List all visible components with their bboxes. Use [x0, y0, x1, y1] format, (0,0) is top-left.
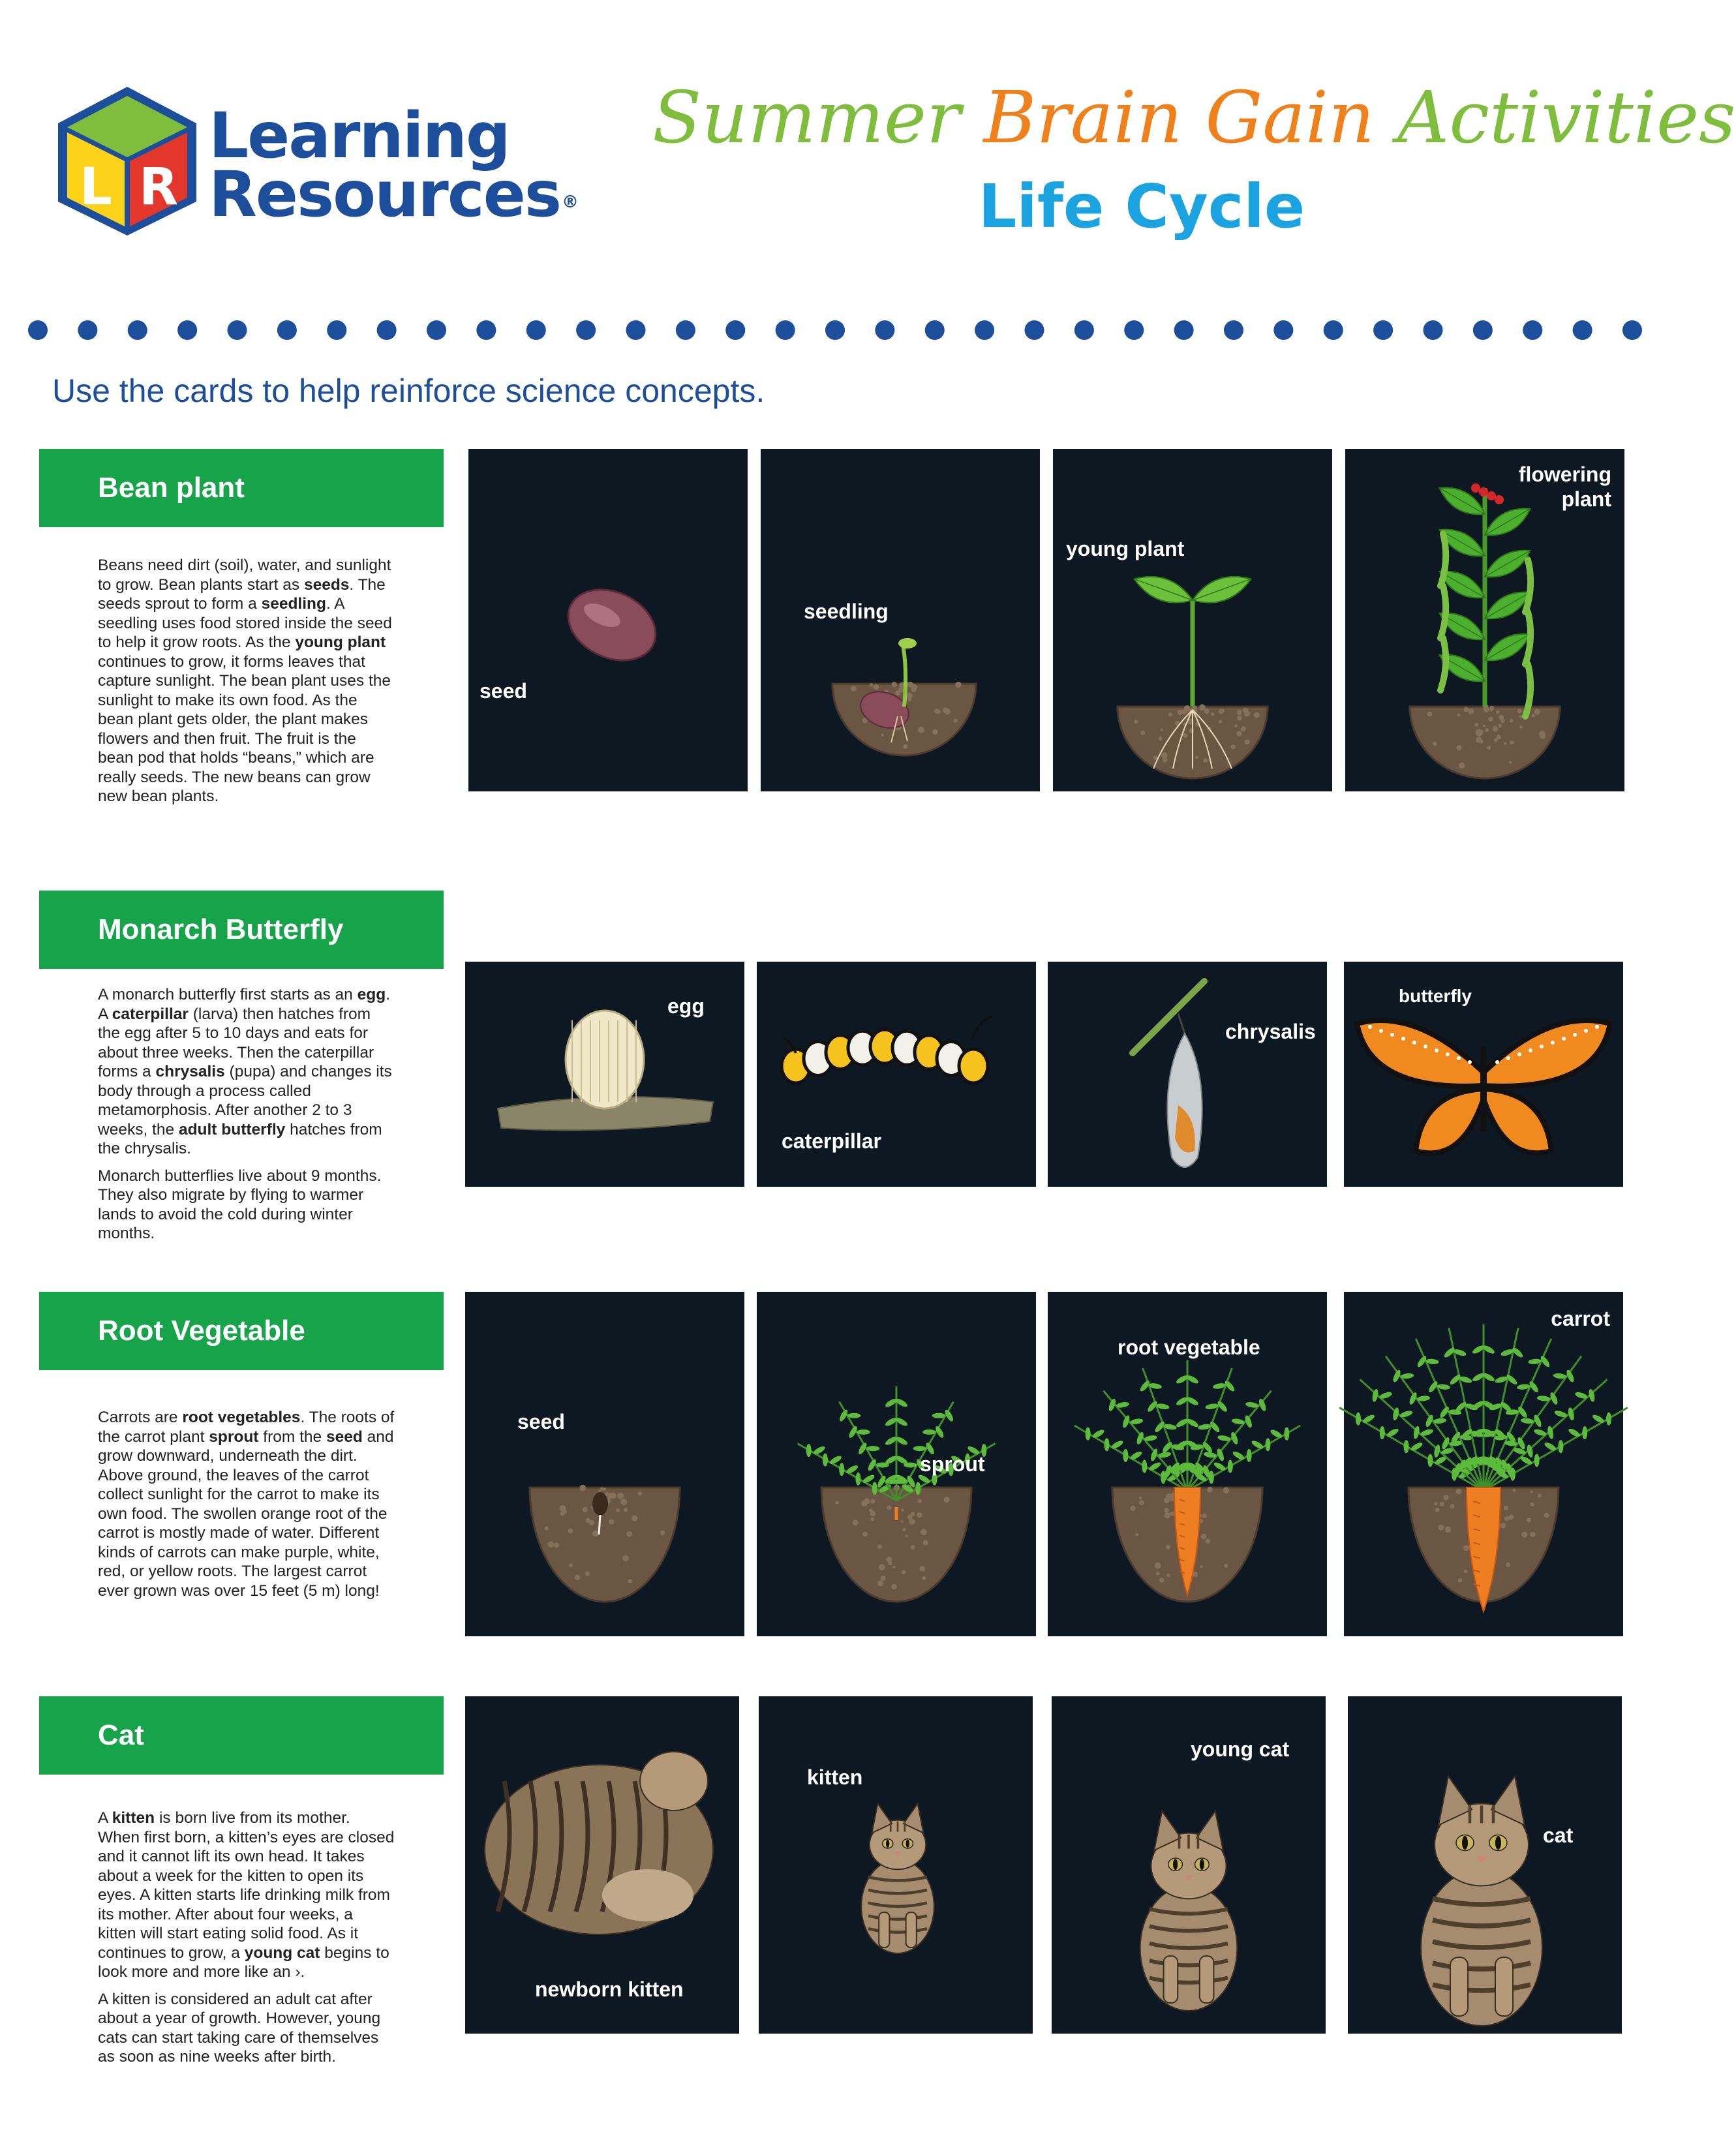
- text-run: Beans need dirt (soil), water, and sunlight to grow. Bean plants start as: [98, 557, 391, 594]
- divider-dot: [377, 320, 397, 340]
- life-cycle-card: [465, 1696, 739, 2034]
- text-run: . The roots of the carrot plant: [98, 1409, 395, 1446]
- key-term: chrysalis: [155, 1063, 225, 1080]
- divider-dot: [277, 320, 297, 340]
- divider-dot: [1424, 320, 1443, 340]
- divider-dot: [1573, 320, 1592, 340]
- divider-dot: [526, 320, 546, 340]
- section-heading-1: [39, 891, 444, 969]
- life-cycle-card: [1048, 1292, 1327, 1636]
- page-title: [652, 76, 1736, 159]
- bean-seed-icon: [468, 449, 748, 791]
- life-cycle-card: [757, 1292, 1036, 1636]
- divider-dot: [1025, 320, 1044, 340]
- carrot-seed-icon: [465, 1292, 744, 1636]
- text-run: A monarch butterfly first starts as an: [98, 986, 358, 1003]
- dotted-divider: [26, 317, 1644, 343]
- card-label: newborn kitten: [535, 1977, 684, 2001]
- card-label: cat: [1543, 1824, 1574, 1847]
- divider-dot: [1124, 320, 1144, 340]
- card-label: flowering plant: [1518, 463, 1611, 511]
- kitten-icon: [759, 1696, 1033, 2034]
- card-label: butterfly: [1399, 986, 1472, 1006]
- divider-dot: [476, 320, 496, 340]
- text-run: is born live from its mother. When first born, a kitten’s eyes are closed and it cannot lift its own head. It takes about a week for the kitten to open its eyes. A kitten starts life drinking milk from its mother. After about four weeks, a kitten will start eating solid food. As it continues to grow, a: [98, 1809, 395, 1962]
- divider-dot: [1074, 320, 1094, 340]
- life-cycle-card: [759, 1696, 1033, 2034]
- text-run: A kitten is considered an adult cat after about a year of growth. However, young cats can start taking care of themselves as soon as nine weeks after birth.: [98, 1990, 381, 2066]
- section-heading-label: Root Vegetable: [98, 1315, 305, 1347]
- text-run: continues to grow, it forms leaves that capture sunlight. The bean plant uses the sunlight to make its own food. As the bean plant gets older, the plant makes flowers and then fruit. The fruit is the bean pod that holds “beans,” which are really seeds. The new beans can grow new bean plants.: [98, 652, 391, 805]
- title-word-brain: Brain: [983, 76, 1183, 159]
- section-description: [98, 1408, 395, 1608]
- life-cycle-card: [1052, 1696, 1326, 2034]
- divider-dot: [1324, 320, 1343, 340]
- intro-text: Use the cards to help reinforce science concepts.: [52, 373, 765, 409]
- description-paragraph: [98, 1809, 395, 1982]
- sprout-icon: [757, 1292, 1036, 1636]
- divider-dot: [875, 320, 894, 340]
- card-label: kitten: [807, 1765, 863, 1789]
- divider-dot: [1523, 320, 1542, 340]
- card-label: seedling: [804, 600, 889, 623]
- chrysalis-icon: [1048, 962, 1327, 1187]
- section-heading-label: Cat: [98, 1719, 144, 1751]
- description-paragraph: [98, 556, 395, 806]
- key-term: young cat: [244, 1944, 320, 1962]
- key-term: adult butterfly: [178, 1120, 286, 1138]
- text-run: . The seeds sprout to form a: [98, 575, 386, 613]
- card-label: chrysalis: [1225, 1020, 1316, 1043]
- life-cycle-card: [761, 449, 1040, 791]
- divider-dot: [1273, 320, 1293, 340]
- card-label: carrot: [1551, 1307, 1610, 1330]
- text-run: and grow downward, underneath the dirt. Above ground, the leaves of the carrot collect sunlight for the carrot to make its own food. The swollen orange root of the carrot is mostly made of water. Different kinds of carrots can make purple, white, red, or yellow roots. The largest carrot ever grown was over 15 feet (5 m) long!: [98, 1428, 394, 1600]
- divider-dot: [78, 320, 97, 340]
- divider-dot: [725, 320, 745, 340]
- description-paragraph: [98, 1990, 395, 2067]
- card-label: young plant: [1066, 537, 1185, 560]
- section-heading-2: [39, 1292, 444, 1370]
- divider-dot: [1622, 320, 1642, 340]
- section-heading-0: [39, 449, 444, 527]
- brand-name-line1: Learning: [209, 99, 510, 172]
- card-label: young cat: [1191, 1737, 1290, 1761]
- text-run: . A: [98, 986, 390, 1023]
- section-heading-3: [39, 1696, 444, 1775]
- key-term: young plant: [295, 634, 386, 651]
- text-run: hatches from the chrysalis.: [98, 1120, 382, 1157]
- text-run: (pupa) and changes its body through a process called metamorphosis. After another 2 to 3 weeks, the: [98, 1063, 392, 1138]
- life-cycle-card: [1048, 962, 1327, 1187]
- divider-dot: [177, 320, 197, 340]
- text-run: begins to look more and more like an ›.: [98, 1944, 389, 1981]
- life-cycle-card: [1053, 449, 1332, 791]
- divider-dot: [925, 320, 945, 340]
- card-label: sprout: [920, 1452, 985, 1476]
- section-description: [98, 1809, 395, 2075]
- life-cycle-card: [465, 962, 744, 1187]
- section-description: [98, 556, 395, 814]
- title-word-activities: Activities: [1397, 76, 1736, 159]
- key-term: seedling: [261, 595, 326, 613]
- life-cycle-card: [1345, 449, 1624, 791]
- divider-dot: [128, 320, 147, 340]
- text-run: from the: [258, 1428, 326, 1446]
- page-subtitle: Life Cycle: [978, 172, 1305, 241]
- key-term: seeds: [303, 575, 350, 594]
- card-label: seed: [517, 1410, 565, 1433]
- description-paragraph: [98, 1167, 395, 1244]
- divider-dot: [427, 320, 446, 340]
- description-paragraph: [98, 1408, 395, 1600]
- text-run: (larva) then hatches from the egg after 5 to 10 days and eats for about three weeks. Then the caterpillar forms a: [98, 1005, 374, 1080]
- title-word-summer: Summer: [652, 76, 961, 159]
- section-heading-label: Monarch Butterfly: [98, 913, 344, 945]
- text-run: A: [98, 1809, 112, 1827]
- divider-dot: [975, 320, 994, 340]
- divider-dot: [327, 320, 346, 340]
- logo-letter-r: R: [138, 158, 179, 217]
- divider-dot: [825, 320, 845, 340]
- divider-dot: [1174, 320, 1194, 340]
- card-label: root vegetable: [1118, 1336, 1260, 1359]
- card-label: seed: [480, 679, 527, 703]
- life-cycle-card: [757, 962, 1036, 1187]
- text-run: . A seedling uses food stored inside the seed to help it grow roots. As the: [98, 595, 392, 651]
- life-cycle-card: [1344, 1292, 1623, 1636]
- life-cycle-card: [1344, 962, 1623, 1187]
- divider-dot: [776, 320, 795, 340]
- carrot-icon: [1344, 1292, 1623, 1636]
- registered-mark: ®: [561, 192, 577, 212]
- divider-dot: [1373, 320, 1393, 340]
- key-term: sprout: [209, 1428, 259, 1446]
- text-run: Monarch butterflies live about 9 months. They also migrate by flying to warmer lands to avoid the cold during winter months.: [98, 1167, 382, 1242]
- card-label: caterpillar: [782, 1129, 881, 1153]
- text-run: Carrots are: [98, 1409, 183, 1426]
- title-word-gain: Gain: [1205, 76, 1375, 159]
- divider-dot: [676, 320, 695, 340]
- divider-dot: [1473, 320, 1493, 340]
- key-term: egg: [357, 986, 386, 1003]
- key-term: kitten: [112, 1809, 155, 1827]
- divider-dot: [28, 320, 48, 340]
- section-heading-label: Bean plant: [98, 472, 245, 504]
- section-description: [98, 985, 395, 1251]
- young-plant-icon: [1053, 449, 1332, 791]
- life-cycle-card: [468, 449, 748, 791]
- divider-dot: [228, 320, 247, 340]
- divider-dot: [1224, 320, 1243, 340]
- key-term: seed: [326, 1428, 363, 1446]
- seedling-icon: [761, 449, 1040, 791]
- brand-logo-cube: [49, 82, 206, 238]
- divider-dot: [576, 320, 596, 340]
- logo-letter-l: L: [80, 158, 112, 217]
- card-label: egg: [667, 994, 705, 1018]
- key-term: root vegetables: [182, 1409, 301, 1426]
- divider-dot: [626, 320, 646, 340]
- life-cycle-card: [465, 1292, 744, 1636]
- key-term: caterpillar: [112, 1005, 189, 1023]
- brand-name-line2: Resources®: [209, 158, 577, 231]
- life-cycle-card: [1348, 1696, 1622, 2034]
- adult-cat-icon: [1348, 1696, 1622, 2034]
- description-paragraph: [98, 985, 395, 1159]
